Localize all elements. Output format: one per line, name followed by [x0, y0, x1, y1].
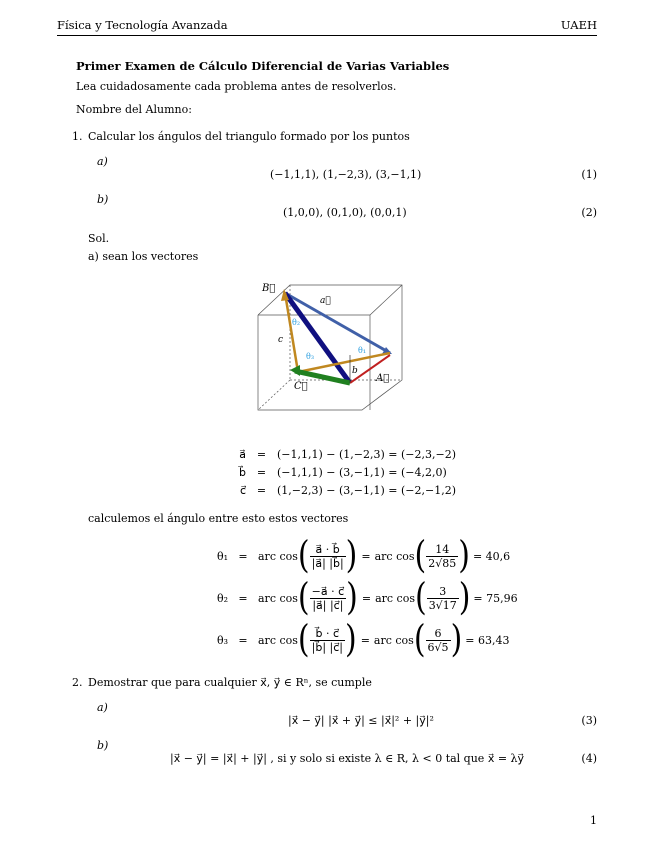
- problem2-a-label: a): [97, 701, 108, 714]
- header-right: UAEH: [560, 18, 597, 32]
- vector-b-definition: b⃗ = (−1,1,1) − (3,−1,1) = (−4,2,0): [239, 466, 447, 479]
- intro-text: Lea cuidadosamente cada problema antes de resolverlos.: [76, 80, 397, 93]
- label-theta1: θ₁: [358, 346, 367, 355]
- problem2-b-label: b): [97, 739, 109, 752]
- theta1-equation: θ₁ = arc cos ( $\frac{a⃗ \cdot b⃗}{|a⃗| |b⃗|}$ ) = arc cos ( $\frac{14}{2√85}$ ) = 40,6: [216, 533, 511, 578]
- vector-c-definition: c⃗ = (1,−2,3) − (3,−1,1) = (−2,−1,2): [239, 484, 457, 497]
- label-A: A⃗: [376, 373, 390, 384]
- label-theta2: θ₂: [292, 318, 301, 327]
- problem1-text: Calcular los ángulos del triangulo formado por los puntos: [88, 130, 410, 143]
- student-name-label: Nombre del Alumno:: [76, 103, 192, 116]
- header-left: Física y Tecnología Avanzada: [57, 18, 228, 32]
- problem1-b-equation: (1,0,0), (0,1,0), (0,0,1): [283, 206, 407, 219]
- angles-text: calculemos el ángulo entre esto estos vectores: [88, 512, 349, 525]
- equation-number-3: (3): [581, 714, 597, 727]
- theta3-equation: θ₃ = arc cos ( $\frac{b⃗ \cdot c⃗}{|b⃗| |c⃗|}$ ) = arc cos ( $\frac{6}{6√5}$ ) = 63,43: [216, 617, 510, 662]
- equation-number-2: (2): [581, 206, 597, 219]
- label-C: C⃗: [294, 381, 308, 392]
- problem2-number: 2.: [72, 676, 83, 689]
- label-B: B⃗: [262, 283, 276, 294]
- exam-title: Primer Examen de Cálculo Diferencial de Varias Variables: [76, 59, 450, 73]
- problem1-number: 1.: [72, 130, 83, 143]
- header-rule: [57, 35, 597, 36]
- problem2-a-equation: |x⃗ − y⃗| |x⃗ + y⃗| ≤ |x⃗|² + |y⃗|²: [288, 714, 434, 727]
- problem1-b-label: b): [97, 193, 109, 206]
- equation-number-4: (4): [581, 752, 597, 765]
- problem1-a-equation: (−1,1,1), (1,−2,3), (3,−1,1): [270, 168, 422, 181]
- vector-a-definition: a⃗ = (−1,1,1) − (1,−2,3) = (−2,3,−2): [239, 448, 457, 461]
- label-c: c: [278, 335, 284, 345]
- triangle-vector-figure: [250, 275, 410, 425]
- label-theta3: θ₃: [306, 352, 315, 361]
- vector-C-arrowhead: [290, 365, 300, 376]
- label-a: a⃗: [320, 296, 331, 306]
- equation-number-1: (1): [581, 168, 597, 181]
- problem2-b-equation: |x⃗ − y⃗| = |x⃗| + |y⃗| , si y solo si existe λ ∈ R, λ < 0 tal que x⃗ = λy⃗: [170, 752, 525, 765]
- label-b: b: [352, 366, 358, 376]
- problem2-text: Demostrar que para cualquier x⃗, y⃗ ∈ Rⁿ, se cumple: [88, 676, 372, 689]
- solution-label: Sol.: [88, 232, 110, 245]
- theta2-equation: θ₂ = arc cos ( $\frac{-a⃗ \cdot c⃗}{|a⃗| |c⃗|}$ ) = arc cos ( $\frac{3}{3√17}$ ) = 75,96: [216, 575, 518, 620]
- vector-a-line: [285, 293, 390, 353]
- problem1-a-label: a): [97, 155, 108, 168]
- page-number: 1: [590, 814, 597, 827]
- solution-a-text: a) sean los vectores: [88, 250, 199, 263]
